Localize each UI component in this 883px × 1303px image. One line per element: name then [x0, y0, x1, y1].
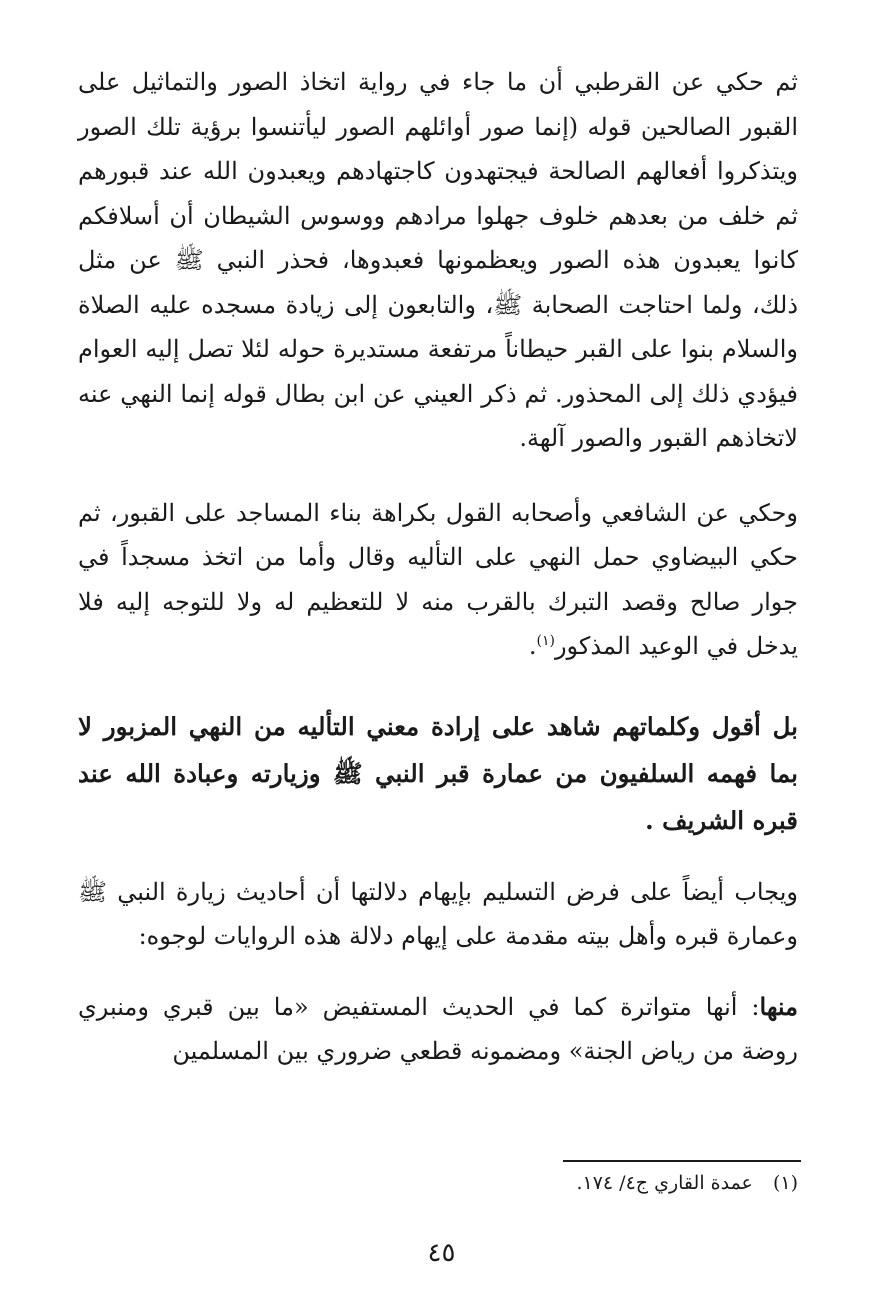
paragraph-5-text: : أنها متواترة كما في الحديث المستفيض «ما بين قبري ومنبري روضة من رياض الجنة» ومضمونه قطعي ضروري بين المسلمين [78, 992, 798, 1065]
footnote-number: (١) [772, 1172, 798, 1194]
paragraph-2 [78, 491, 798, 669]
paragraph-2-end: . [528, 632, 537, 660]
footnote-text: عمدة القاري ج٤/ ١٧٤. [576, 1172, 753, 1194]
footnote [576, 1172, 798, 1194]
paragraph-3-bold: بل أقول وكلماتهم شاهد على إرادة معني التأليه من النهي المزبور لا بما فهمه السلفيون من عمارة قبر النبي ﷺ وزيارته وعبادة الله عند قبره الشريف . [78, 711, 799, 835]
paragraph-2-text: وحكي عن الشافعي وأصحابه القول بكراهة بناء المساجد على القبور، ثم حكي البيضاوي حمل النهي على التأليه وقال وأما من اتخذ مسجداً في جوار صالح وقصد التبرك بالقرب منه لا للتعظيم له ولا للتوجه إليه فلا يدخل في الوعيد المذكور [78, 498, 798, 660]
paragraph-1: ثم حكي عن القرطبي أن ما جاء في رواية اتخاذ الصور والتماثيل على القبور الصالحين قوله (إنما صور أوائلهم الصور ليأتنسوا برؤية تلك الصور ويتذكروا أفعالهم الصالحة فيجتهدون كاجتهادهم ويعبدون الله عند قبورهم ثم خلف من بعدهم خلوف جهلوا مرادهم ووسوس الشيطان أن أسلافكم كانوا يعبدون هذه الصور ويعظمونها فعبدوها، فحذر النبي ﷺ عن مثل ذلك، ولما احتاجت الصحابة ﷺ، والتابعون إلى زيادة مسجده عليه الصلاة والسلام بنوا على القبر حيطاناً مرتفعة مستديرة حوله لئلا تصل إليه العوام فيؤدي ذلك إلى المحذور. ثم ذكر العيني عن ابن بطال قوله إنما النهي عنه لاتخاذهم القبور والصور آلهة. [78, 68, 798, 452]
paragraph-5 [78, 985, 798, 1074]
paragraph-5-lead: منها [759, 991, 798, 1021]
paragraph-4: ويجاب أيضاً على فرض التسليم بإيهام دلالتها أن أحاديث زيارة النبي ﷺ وعمارة قبره وأهل بيته مقدمة على إيهام دلالة هذه الروايات لوجوه: [78, 877, 798, 950]
footnote-reference[interactable]: (١) [536, 633, 555, 649]
page-number: ٤٥ [427, 1238, 456, 1268]
body-text [78, 60, 798, 1074]
footnote-divider [563, 1160, 801, 1162]
